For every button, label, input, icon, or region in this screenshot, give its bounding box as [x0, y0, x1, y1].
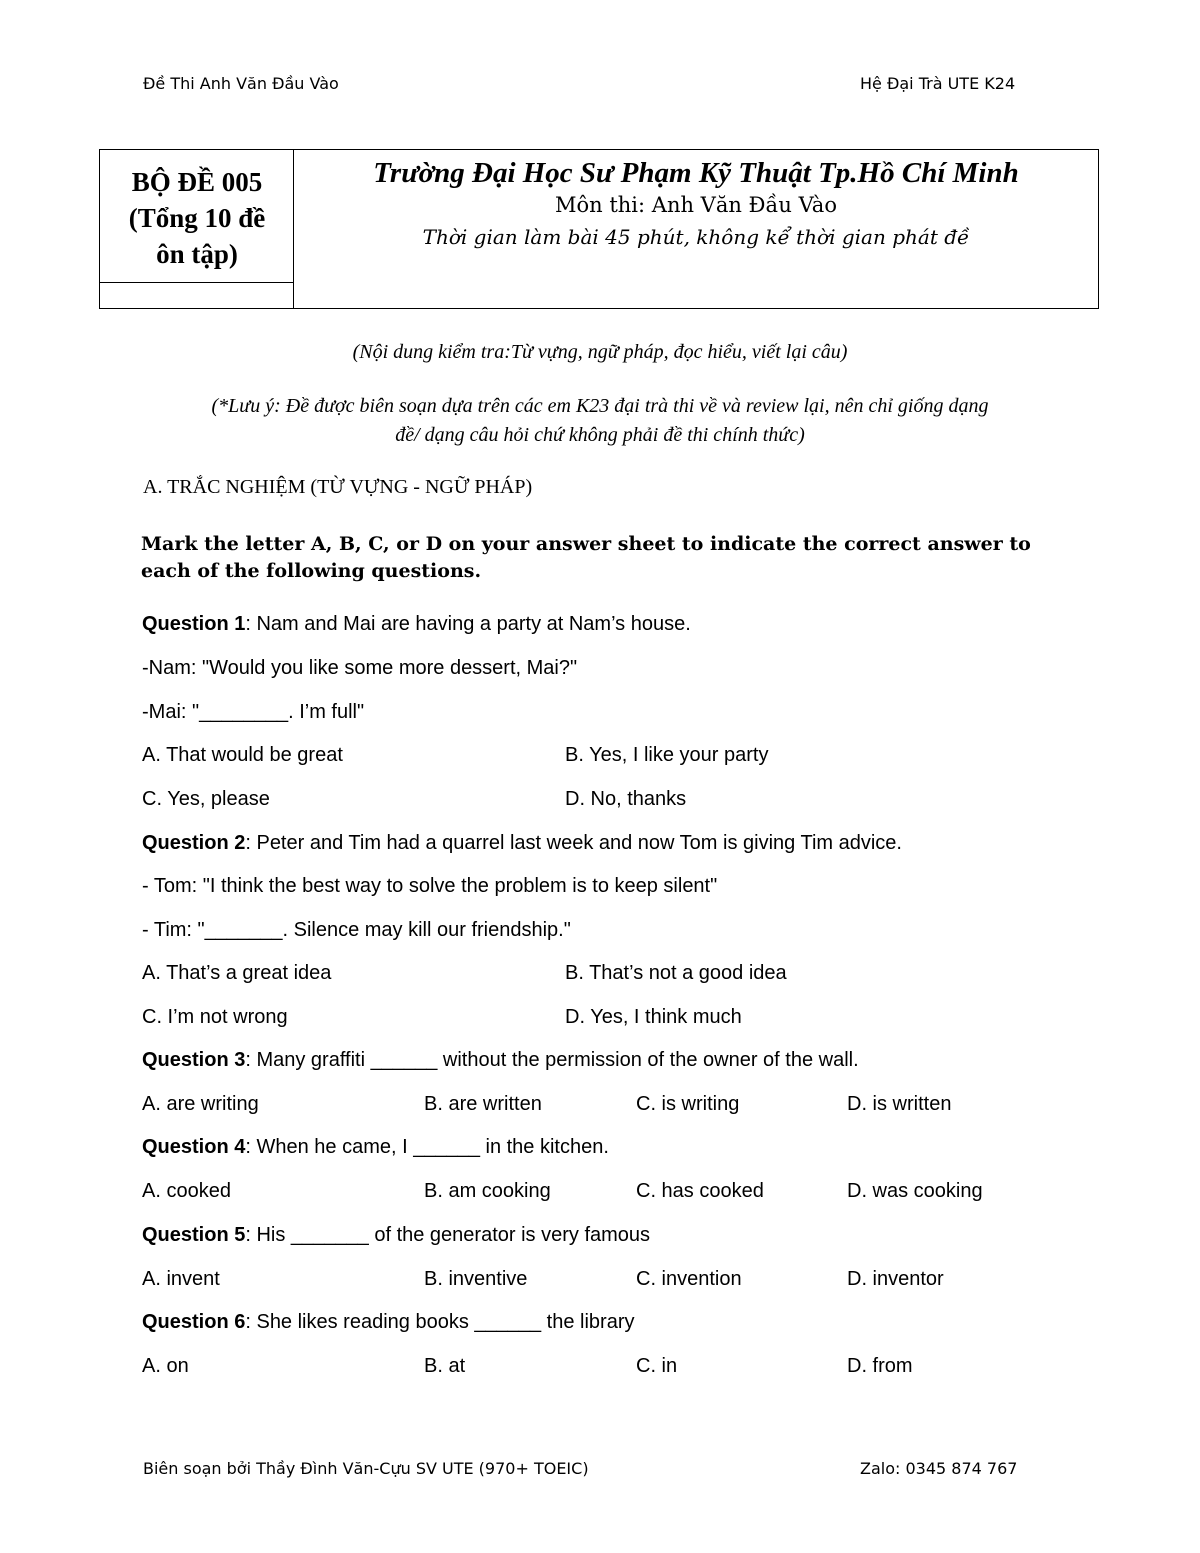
- q3-option-c: C. is writing: [636, 1093, 740, 1115]
- question-1: [142, 611, 691, 637]
- question-2-text: : Peter and Tim had a quarrel last week and now Tom is giving Tim advice.: [245, 832, 902, 854]
- question-5-label: Question 5: [142, 1224, 246, 1246]
- question-1-text: : Nam and Mai are having a party at Nam’s house.: [245, 613, 691, 635]
- q4-option-d: D. was cooking: [847, 1180, 983, 1202]
- q4-option-c: C. has cooked: [636, 1180, 764, 1202]
- question-2-line-2: - Tom: "I think the best way to solve the problem is to keep silent": [142, 875, 718, 897]
- school-name: Trường Đại Học Sư Phạm Kỹ Thuật Tp.Hồ Chí Minh: [373, 157, 1019, 189]
- page-header-left: Đề Thi Anh Văn Đầu Vào: [143, 74, 339, 93]
- question-2: [142, 830, 902, 856]
- notice-line-2: đề/ dạng câu hỏi chứ không phải đề thi chính thức): [395, 424, 805, 446]
- question-4: [142, 1134, 609, 1160]
- q2-option-d: D. Yes, I think much: [565, 1006, 742, 1028]
- cell-divider: [100, 282, 293, 283]
- question-4-text: : When he came, I ______ in the kitchen.: [245, 1136, 609, 1158]
- section-title: A. TRẮC NGHIỆM (TỪ VỰNG - NGỮ PHÁP): [143, 476, 533, 498]
- q1-option-a: A. That would be great: [142, 744, 343, 766]
- question-1-line-2: -Nam: "Would you like some more dessert, Mai?": [142, 657, 578, 679]
- q1-option-b: B. Yes, I like your party: [565, 744, 769, 766]
- q6-option-a: A. on: [142, 1355, 189, 1377]
- question-5-text: : His _______ of the generator is very famous: [245, 1224, 651, 1246]
- set-line-1: BỘ ĐỀ 005: [131, 167, 263, 197]
- q3-option-a: A. are writing: [142, 1093, 259, 1115]
- set-name: [100, 164, 294, 272]
- question-3-label: Question 3: [142, 1049, 246, 1071]
- content-note: (Nội dung kiểm tra:Từ vựng, ngữ pháp, đọc hiểu, viết lại câu): [352, 341, 848, 363]
- q5-option-a: A. invent: [142, 1268, 220, 1290]
- question-4-label: Question 4: [142, 1136, 246, 1158]
- q5-option-d: D. inventor: [847, 1268, 944, 1290]
- set-line-3: ôn tập): [156, 239, 238, 269]
- page-footer-left: Biên soạn bởi Thầy Đình Văn-Cựu SV UTE (970+ TOEIC): [143, 1459, 589, 1478]
- question-6-label: Question 6: [142, 1311, 246, 1333]
- page-footer-right: Zalo: 0345 874 767: [860, 1459, 1018, 1478]
- q1-option-d: D. No, thanks: [565, 788, 687, 810]
- question-5: [142, 1222, 650, 1248]
- q4-option-a: A. cooked: [142, 1180, 231, 1202]
- exam-info-cell: [294, 150, 1098, 254]
- q6-option-b: B. at: [424, 1355, 466, 1377]
- q5-option-c: C. invention: [636, 1268, 742, 1290]
- instruction: Mark the letter A, B, C, or D on your answer sheet to indicate the correct answer to each of the following questions.: [141, 533, 1031, 582]
- q2-option-b: B. That’s not a good idea: [565, 962, 787, 984]
- q4-option-b: B. am cooking: [424, 1180, 551, 1202]
- set-cell: [100, 150, 294, 308]
- q6-option-c: C. in: [636, 1355, 678, 1377]
- question-1-line-3: -Mai: "________. I’m full": [142, 701, 365, 723]
- q1-option-c: C. Yes, please: [142, 788, 270, 810]
- set-line-2: (Tổng 10 đề: [128, 203, 266, 233]
- notice-line-1: (*Lưu ý: Đề được biên soạn dựa trên các em K23 đại trà thi về và review lại, nên chỉ giống dạng: [211, 395, 989, 417]
- exam-subject: Môn thi: Anh Văn Đầu Vào: [555, 193, 837, 217]
- question-1-label: Question 1: [142, 613, 246, 635]
- q2-option-a: A. That’s a great idea: [142, 962, 332, 984]
- title-box: [99, 149, 1099, 309]
- q6-option-d: D. from: [847, 1355, 913, 1377]
- q5-option-b: B. inventive: [424, 1268, 528, 1290]
- question-6: [142, 1309, 635, 1335]
- page-header-right: Hệ Đại Trà UTE K24: [860, 74, 1016, 93]
- question-2-label: Question 2: [142, 832, 246, 854]
- question-3: [142, 1047, 859, 1073]
- exam-time: Thời gian làm bài 45 phút, không kể thời gian phát đề: [422, 225, 970, 249]
- q2-option-c: C. I’m not wrong: [142, 1006, 288, 1028]
- question-6-text: : She likes reading books ______ the library: [245, 1311, 635, 1333]
- question-3-text: : Many graffiti ______ without the permission of the owner of the wall.: [245, 1049, 859, 1071]
- question-2-line-3: - Tim: "_______. Silence may kill our friendship.": [142, 919, 571, 941]
- q3-option-b: B. are written: [424, 1093, 542, 1115]
- q3-option-d: D. is written: [847, 1093, 952, 1115]
